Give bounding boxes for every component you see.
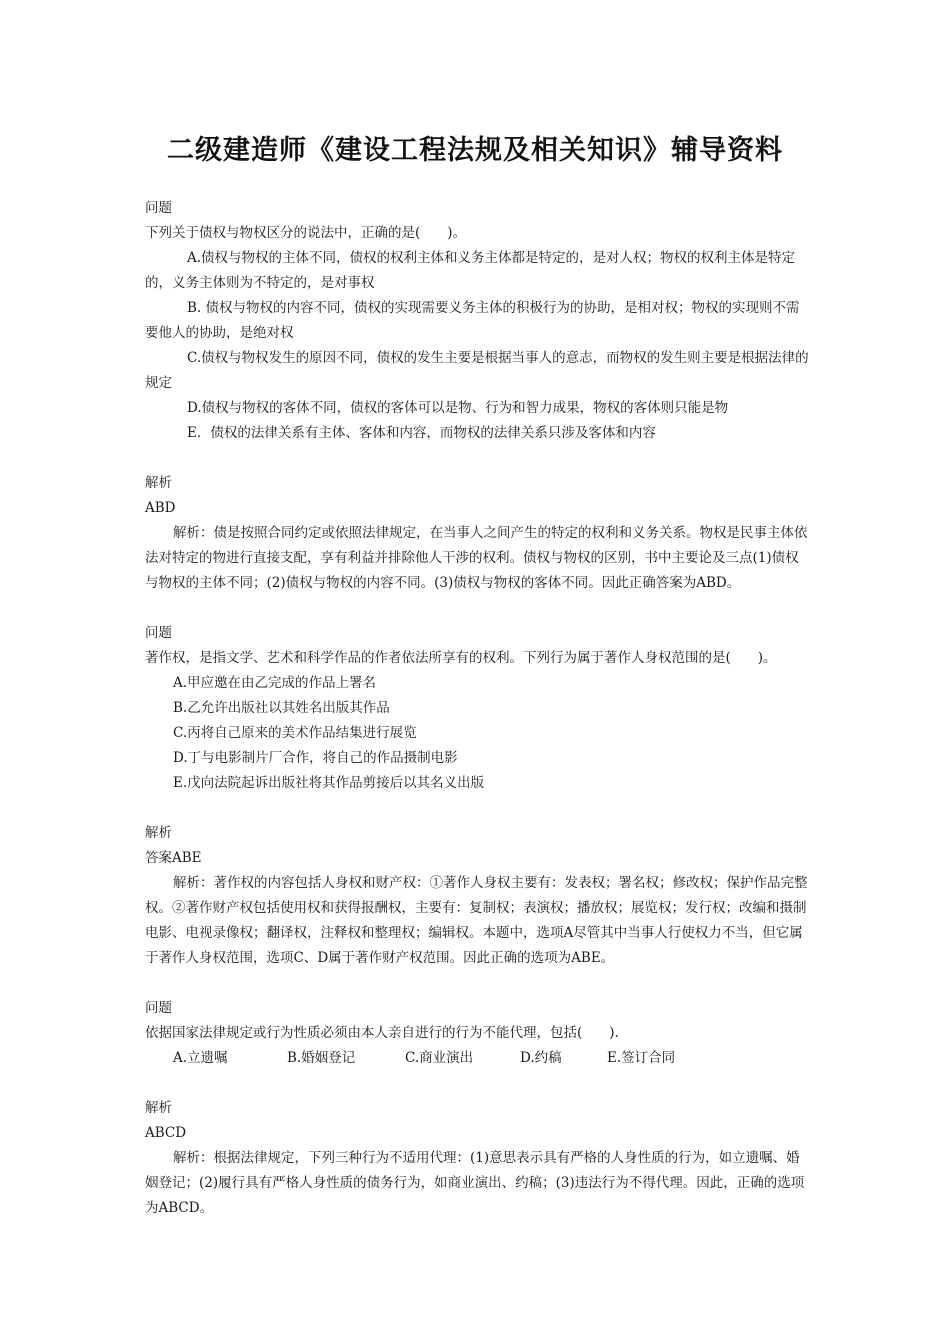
option-b: B. 债权与物权的内容不同，债权的实现需要义务主体的积极行为的协助，是相对权；物权的实现则不需要他人的协助，是绝对权 <box>145 300 800 341</box>
analysis-text: 解析：债是按照合同约定或依照法律规定，在当事人之间产生的特定的权利和义务关系。物权是民事主体依法对特定的物进行直接支配，享有利益并排除他人干涉的权利。债权与物权的区别，书中主要论及三点(1)债权与物权的主体不同；(2)债权与物权的内容不同。(3)债权与物权的客体不同。因此正确答案为ABD。 <box>145 525 808 591</box>
option-d: D.丁与电影制片厂合作，将自己的作品摄制电影 <box>173 750 458 766</box>
option-e: E.戊向法院起诉出版社将其作品剪接后以其名义出版 <box>173 775 485 791</box>
option-c: C.债权与物权发生的原因不同，债权的发生主要是根据当事人的意志，而物权的发生则主要是根据法律的规定 <box>145 350 809 391</box>
analysis-label: 解析 <box>145 1100 172 1116</box>
question-stem: 下列关于债权与物权区分的说法中，正确的是( )。 <box>145 225 467 241</box>
option-a: A.甲应邀在由乙完成的作品上署名 <box>173 675 377 691</box>
analysis-text: 解析：著作权的内容包括人身权和财产权：①著作人身权主要有：发表权；署名权；修改权；保护作品完整权。②著作财产权包括使用权和获得报酬权，主要有：复制权；表演权；播放权；展览权；发行权；改编和摄制电影、电视录像权；翻译权，注释权和整理权；编辑权。本题中，选项A尽管其中当事人行使权力不当，但它属于著作人身权范围，选项C、D属于著作财产权范围。因此正确的选项为ABE。 <box>145 875 808 966</box>
question-label: 问题 <box>145 625 172 641</box>
option-c: C.丙将自己原来的美术作品结集进行展览 <box>173 725 417 741</box>
question-stem: 著作权，是指文学、艺术和科学作品的作者依法所享有的权利。下列行为属于著作人身权范围的是( )。 <box>145 650 777 666</box>
answer-text: ABCD <box>145 1125 187 1141</box>
answer-text: ABD <box>145 500 176 516</box>
option-d: D.约稿 <box>520 1050 562 1066</box>
question-stem: 依据国家法律规定或行为性质必须由本人亲自进行的行为不能代理，包括( ). <box>145 1025 619 1041</box>
option-a: A.立遗嘱 <box>173 1050 228 1066</box>
options-row <box>145 1046 810 1071</box>
question-label: 问题 <box>145 200 172 216</box>
document-title: 二级建造师《建设工程法规及相关知识》辅导资料 <box>167 135 783 166</box>
option-e: E.签订合同 <box>607 1050 676 1066</box>
option-c: C.商业演出 <box>405 1050 474 1066</box>
document-body <box>145 196 810 1221</box>
option-b: B.乙允许出版社以其姓名出版其作品 <box>173 700 390 716</box>
option-b: B.婚姻登记 <box>287 1050 356 1066</box>
analysis-text: 解析：根据法律规定，下列三种行为不适用代理：(1)意思表示具有严格的人身性质的行为，如立遗嘱、婚姻登记；(2)履行具有严格人身性质的债务行为，如商业演出、约稿；(3)违法行为不得代理。因此，正确的选项为ABCD。 <box>145 1150 805 1216</box>
option-a: A.债权与物权的主体不同，债权的权利主体和义务主体都是特定的，是对人权；物权的权利主体是特定的，义务主体则为不特定的，是对事权 <box>145 250 796 291</box>
analysis-label: 解析 <box>145 825 172 841</box>
option-d: D.债权与物权的客体不同，债权的客体可以是物、行为和智力成果，物权的客体则只能是物 <box>187 400 729 416</box>
option-e: E．债权的法律关系有主体、客体和内容，而物权的法律关系只涉及客体和内容 <box>187 425 656 441</box>
analysis-label: 解析 <box>145 475 172 491</box>
question-label: 问题 <box>145 1000 172 1016</box>
answer-text: 答案ABE <box>145 850 202 866</box>
